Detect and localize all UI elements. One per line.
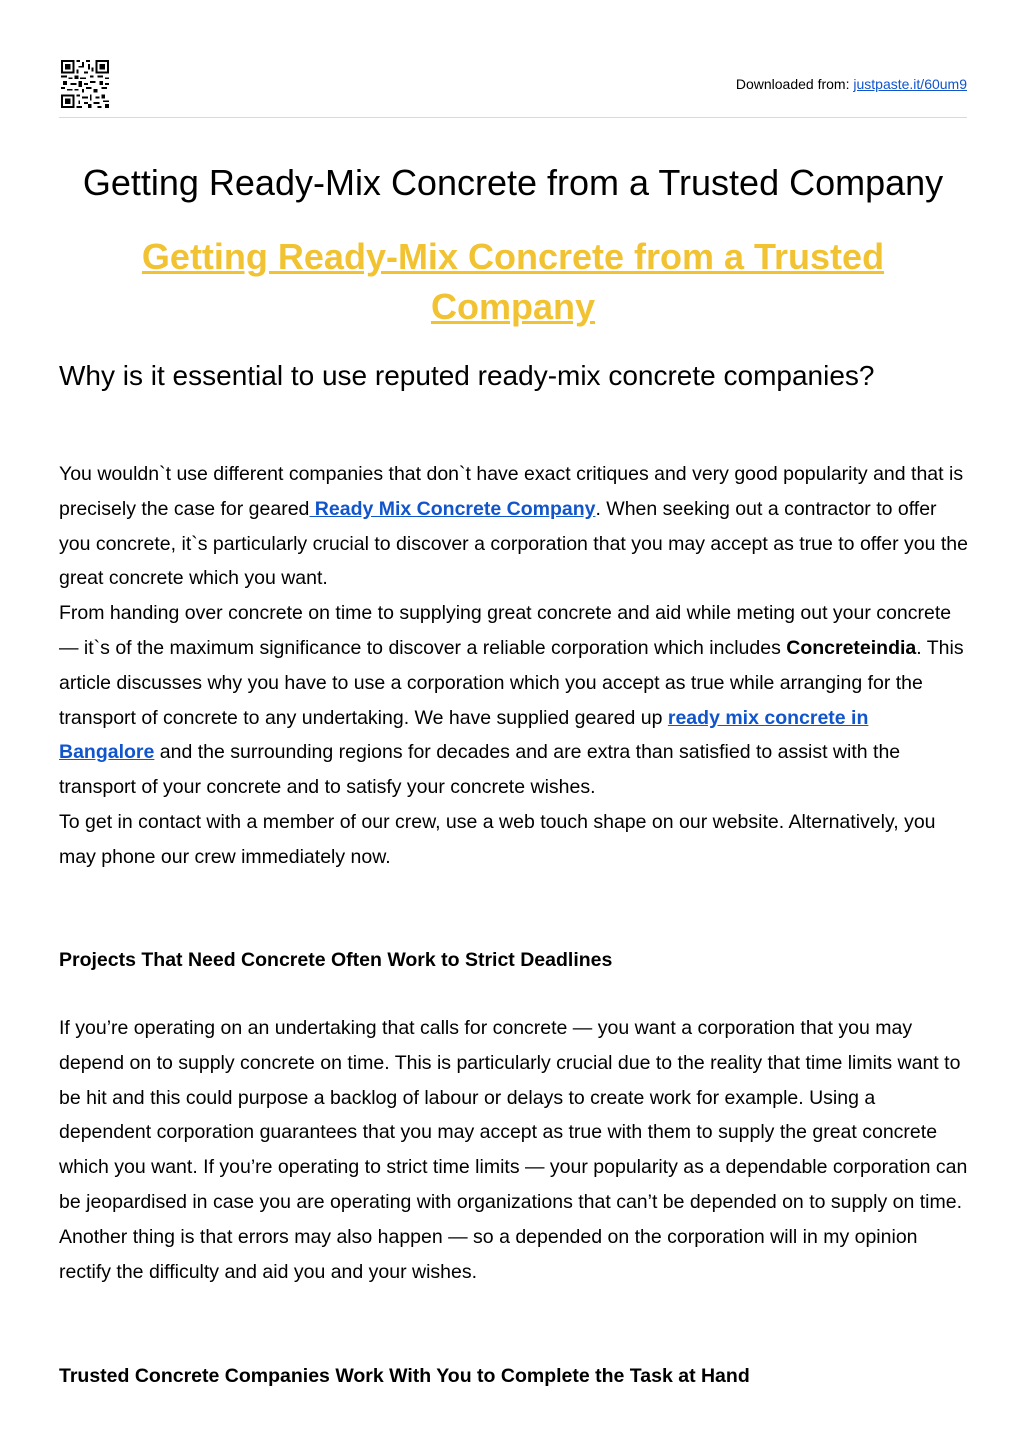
- contact-paragraph: To get in contact with a member of our crew, use a web touch shape on our website. Alternatively, you may phone our crew immediately now.: [59, 810, 936, 868]
- body-paragraph: [59, 596, 969, 805]
- qr-code-icon: [61, 60, 109, 108]
- intro-paragraph: [59, 457, 969, 596]
- downloaded-from: [736, 76, 967, 92]
- article-title-link[interactable]: Getting Ready-Mix Concrete from a Trusted Company: [141, 236, 885, 327]
- section-heading-deadlines: Projects That Need Concrete Often Work to Strict Deadlines: [59, 949, 613, 971]
- section-heading-trusted: Trusted Concrete Companies Work With You to Complete the Task at Hand: [59, 1365, 750, 1387]
- ready-mix-company-link[interactable]: Ready Mix Concrete Company: [309, 497, 596, 520]
- body-text: From handing over concrete on time to supplying great concrete and aid while meting out your concrete — it`s of the maximum significance to discover a reliable corporation which includes: [59, 602, 952, 659]
- downloaded-label: Downloaded from:: [735, 76, 850, 92]
- bangalore-link[interactable]: ready mix concrete in Bangalore: [59, 706, 869, 764]
- body-text-end: and the surrounding regions for decades and are extra than satisfied to assist with the transport of your concrete and to satisfy your concrete wishes.: [59, 741, 901, 799]
- intro-section: [59, 457, 969, 875]
- source-link[interactable]: justpaste.it/60um9: [853, 76, 967, 92]
- document-page: [59, 0, 968, 1387]
- page-title: Getting Ready-Mix Concrete from a Trusted Company: [82, 162, 944, 203]
- deadlines-paragraph: If you’re operating on an undertaking that calls for concrete — you want a corporation that you may depend on to supply concrete on time. This is particularly crucial due to the reality that time limits want to be hit and this could purpose a backlog of labour or delays to create work for example. Using a dependent corporation guarantees that you may accept as true with them to supply the great concrete which you want. If you’re operating to strict time limits — your popularity as a dependable corporation can be jeopardised in case you are operating with organizations that can’t be depended on to supply on time. Another thing is that errors may also happen — so a depended on the corporation will in my opinion rectify the difficulty and aid you and your wishes.: [59, 1017, 968, 1283]
- page-header: [59, 0, 967, 118]
- deadlines-section: [59, 1011, 969, 1289]
- intro-text: You wouldn`t use different companies that don`t have exact critiques and very good popularity and that is precisely the case for geared: [59, 463, 964, 520]
- article-title: [59, 232, 967, 332]
- intro-text-continued: . When seeking out a contractor to offer you concrete, it`s particularly crucial to discover a corporation that you may accept as true to offer you the great concrete which you want.: [59, 497, 968, 590]
- body-text-continued: . This article discusses why you have to use a corporation which you accept as true while arranging for the transport of concrete to any undertaking. We have supplied geared up: [59, 636, 964, 729]
- company-name: Concreteindia: [786, 636, 917, 659]
- section-question: Why is it essential to use reputed ready-mix concrete companies?: [59, 360, 875, 391]
